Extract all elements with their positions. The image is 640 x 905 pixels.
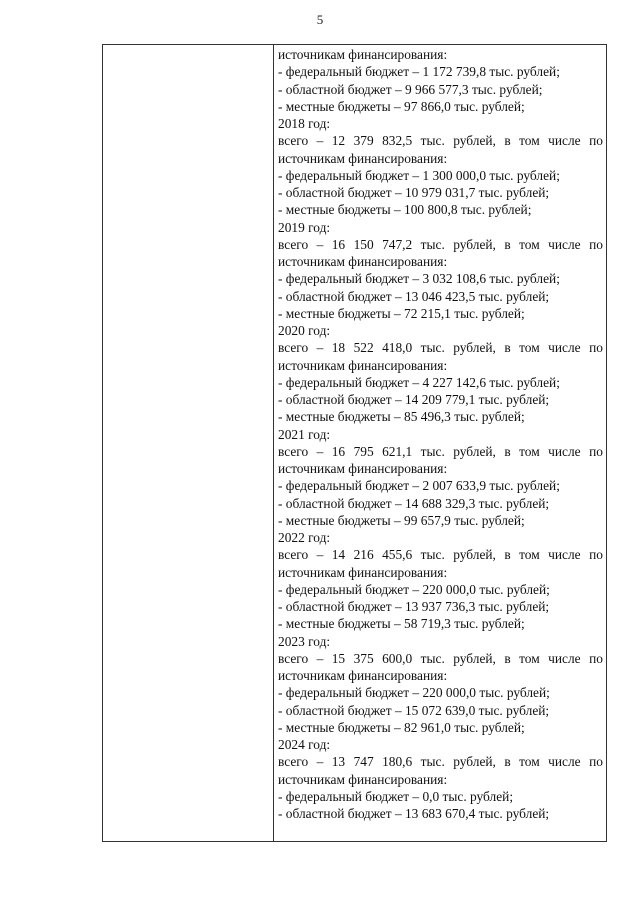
page-number: 5 bbox=[316, 12, 324, 27]
text-line: - местные бюджеты – 97 866,0 тыс. рублей; bbox=[278, 98, 525, 114]
text-line: - федеральный бюджет – 1 300 000,0 тыс. рублей; bbox=[278, 167, 560, 183]
table-text-cell bbox=[274, 45, 606, 841]
text-line: - федеральный бюджет – 3 032 108,6 тыс. рублей; bbox=[278, 271, 560, 287]
text-line: всего – 18 522 418,0 тыс. рублей, в том числе по bbox=[278, 340, 603, 356]
text-line: - областной бюджет – 13 937 736,3 тыс. рублей; bbox=[278, 599, 550, 614]
text-line: всего – 14 216 455,6 тыс. рублей, в том числе по bbox=[278, 547, 603, 563]
text-line: 2024 год: bbox=[278, 737, 331, 752]
text-line: - федеральный бюджет – 2 007 633,9 тыс. рублей; bbox=[278, 478, 560, 494]
text-line: - областной бюджет – 14 688 329,3 тыс. рублей; bbox=[278, 495, 550, 511]
text-line: 2021 год: bbox=[278, 426, 331, 442]
text-line: - местные бюджеты – 82 961,0 тыс. рублей; bbox=[278, 719, 525, 735]
text-line: всего – 12 379 832,5 тыс. рублей, в том числе по bbox=[278, 133, 603, 149]
text-line: - федеральный бюджет – 1 172 739,8 тыс. рублей; bbox=[278, 64, 560, 80]
text-line: источникам финансирования: bbox=[278, 357, 448, 373]
text-line: источникам финансирования: bbox=[278, 461, 448, 476]
text-line: всего – 13 747 180,6 тыс. рублей, в том числе по bbox=[278, 754, 603, 770]
text-line: - местные бюджеты – 58 719,3 тыс. рублей; bbox=[278, 616, 525, 632]
text-line: источникам финансирования: bbox=[278, 564, 448, 580]
financing-table bbox=[102, 44, 607, 842]
text-line: - федеральный бюджет – 0,0 тыс. рублей; bbox=[278, 788, 514, 804]
text-line: - местные бюджеты – 72 215,1 тыс. рублей; bbox=[278, 305, 525, 321]
table-label-cell bbox=[103, 45, 274, 841]
text-line: 2023 год: bbox=[278, 633, 331, 649]
text-line: - местные бюджеты – 85 496,3 тыс. рублей; bbox=[278, 409, 525, 425]
text-line: 2019 год: bbox=[278, 219, 331, 235]
text-line: - областной бюджет – 10 979 031,7 тыс. рублей; bbox=[278, 185, 550, 200]
text-line: - местные бюджеты – 100 800,8 тыс. рублей; bbox=[278, 202, 532, 218]
text-line: всего – 16 795 621,1 тыс. рублей, в том числе по bbox=[278, 443, 603, 459]
text-line: - местные бюджеты – 99 657,9 тыс. рублей; bbox=[278, 512, 525, 528]
text-line: - областной бюджет – 15 072 639,0 тыс. рублей; bbox=[278, 702, 550, 718]
text-line: источникам финансирования: bbox=[278, 150, 448, 166]
text-line: всего – 16 150 747,2 тыс. рублей, в том числе по bbox=[278, 236, 603, 252]
text-line: источникам финансирования: bbox=[278, 47, 448, 62]
text-line: - федеральный бюджет – 4 227 142,6 тыс. рублей; bbox=[278, 374, 560, 390]
text-line: - областной бюджет – 13 683 670,4 тыс. рублей; bbox=[278, 806, 550, 821]
text-line: 2020 год: bbox=[278, 323, 331, 338]
text-line: - федеральный бюджет – 220 000,0 тыс. рублей; bbox=[278, 685, 550, 701]
text-line: 2018 год: bbox=[278, 116, 331, 131]
text-line: источникам финансирования: bbox=[278, 771, 448, 787]
text-line: всего – 15 375 600,0 тыс. рублей, в том числе по bbox=[278, 650, 603, 666]
text-line: источникам финансирования: bbox=[278, 668, 448, 683]
text-line: 2022 год: bbox=[278, 530, 331, 545]
text-line: - областной бюджет – 14 209 779,1 тыс. рублей; bbox=[278, 392, 550, 407]
text-line: источникам финансирования: bbox=[278, 254, 448, 269]
text-line: - областной бюджет – 9 966 577,3 тыс. рублей; bbox=[278, 81, 543, 97]
text-line: - федеральный бюджет – 220 000,0 тыс. рублей; bbox=[278, 581, 550, 597]
text-line: - областной бюджет – 13 046 423,5 тыс. рублей; bbox=[278, 288, 550, 304]
